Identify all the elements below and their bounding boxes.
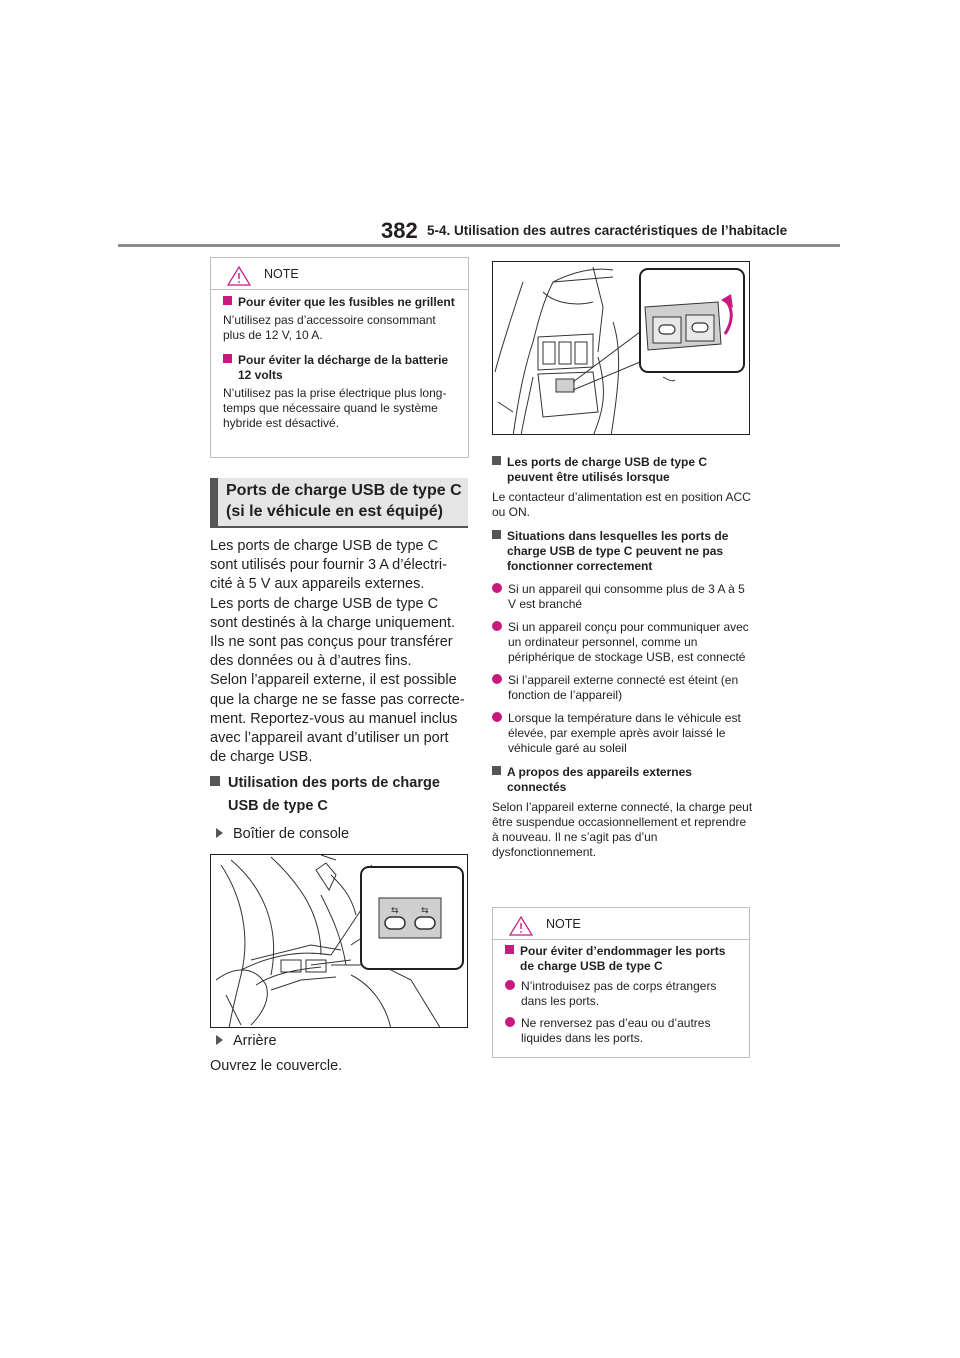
note-box-usb-damage (492, 907, 750, 1058)
usage-when-heading: Les ports de charge USB de type C peuvent être utilisés lorsque (492, 455, 754, 485)
usb-port-icon (659, 325, 675, 334)
note-label: NOTE (264, 267, 299, 281)
magenta-dot-icon (492, 583, 502, 593)
list-item: Si l’appareil externe connecté est éteint (en fonction de l’appareil) (492, 673, 754, 703)
section-title: 5-4. Utilisation des autres caractéristiques de l’habitacle (427, 223, 788, 238)
magenta-square-icon (505, 945, 514, 954)
magenta-dot-icon (492, 712, 502, 722)
list-item: N’introduisez pas de corps étrangers dans les ports. (505, 979, 737, 1009)
usb-port-icon (692, 323, 708, 332)
magenta-square-icon (223, 296, 232, 305)
console-label: Boîtier de console (210, 825, 472, 844)
console-usb-figure (210, 854, 468, 1028)
note-item-heading: Pour éviter d’endommager les ports de charge USB de type C (505, 944, 737, 974)
rear-illustration (493, 262, 750, 435)
magenta-dot-icon (492, 621, 502, 631)
note-item-heading: Pour éviter que les fusibles ne grillent (223, 295, 456, 310)
about-text: Selon l’appareil externe connecté, la charge peut être suspendue occasionnellement et reprendre à nouveau. Il ne s’agit pas d’un dysfonctionnement. (492, 800, 753, 859)
note-item-text: N’utilisez pas d’accessoire consommant plus de 12 V, 10 A. (223, 313, 436, 342)
header-divider (118, 244, 840, 247)
note-header (493, 908, 749, 940)
gray-square-icon (492, 766, 501, 775)
rear-instruction: Ouvrez le couvercle. (210, 1058, 343, 1074)
warning-triangle-icon (227, 266, 251, 286)
usage-heading: Utilisation des ports de charge (210, 774, 472, 793)
rear-usb-figure (492, 261, 750, 435)
gray-square-icon (492, 530, 501, 539)
triangle-bullet-icon (216, 1035, 223, 1045)
note-header (211, 258, 468, 290)
magenta-square-icon (223, 354, 232, 363)
svg-text:⇆: ⇆ (421, 906, 429, 916)
note-body (211, 295, 468, 431)
section-heading-line1: Ports de charge USB de type C (226, 482, 462, 499)
warning-triangle-icon (509, 916, 533, 936)
note-body (493, 944, 749, 1046)
page-number: 382 (381, 218, 418, 243)
note-item-text: N’utilisez pas la prise électrique plus long-temps que nécessaire quand le système hybride est désactivé. (223, 386, 447, 430)
note-box-fuses (210, 257, 469, 458)
about-heading: A propos des appareils externes connectés (492, 765, 754, 795)
gray-square-icon (210, 776, 220, 786)
list-item: Lorsque la température dans le véhicule est élevée, par exemple après avoir laissé le véhicule garé au soleil (492, 711, 754, 756)
usage-when-text: Le contacteur d’alimentation est en position ACC ou ON. (492, 490, 751, 519)
section-heading-line2: (si le véhicule en est équipé) (226, 503, 443, 520)
right-column (492, 455, 754, 860)
list-item: Ne renversez pas d’eau ou d’autres liquides dans les ports. (505, 1016, 737, 1046)
magenta-dot-icon (505, 980, 515, 990)
section-heading (210, 478, 468, 528)
console-illustration (211, 855, 468, 1028)
usb-port-icon (415, 917, 435, 929)
intro-text: Les ports de charge USB de type C sont utilisés pour fournir 3 A d’électri- cité à 5 V aux appareils externes. Les ports de charge USB de type C sont destinés à la charge uniquement. Ils ne sont pas conçus pour transférer des données ou à d’autres fins. Selon l’appareil externe, il est possible que la charge ne se fasse pas correcte- ment. Reportez-vous au manuel inclus avec l’appareil avant d’utiliser un port de charge USB. Utilisation des ports de charge USB de type C Boîtier de console (210, 537, 472, 844)
note-item-heading: Pour éviter la décharge de la batterie 12 volts (223, 353, 456, 383)
usb-port-icon (385, 917, 405, 929)
situations-heading: Situations dans lesquelles les ports de charge USB de type C peuvent ne pas fonctionner correctement (492, 529, 754, 574)
triangle-bullet-icon (216, 828, 223, 838)
gray-square-icon (492, 456, 501, 465)
list-item: Si un appareil conçu pour communiquer avec un ordinateur personnel, comme un périphérique de stockage USB, est connecté (492, 620, 754, 665)
note-label: NOTE (546, 917, 581, 931)
magenta-dot-icon (492, 674, 502, 684)
magenta-dot-icon (505, 1017, 515, 1027)
svg-text:⇆: ⇆ (391, 906, 399, 916)
list-item: Si un appareil qui consomme plus de 3 A à 5 V est branché (492, 582, 754, 612)
rear-label: Arrière (216, 1032, 277, 1051)
